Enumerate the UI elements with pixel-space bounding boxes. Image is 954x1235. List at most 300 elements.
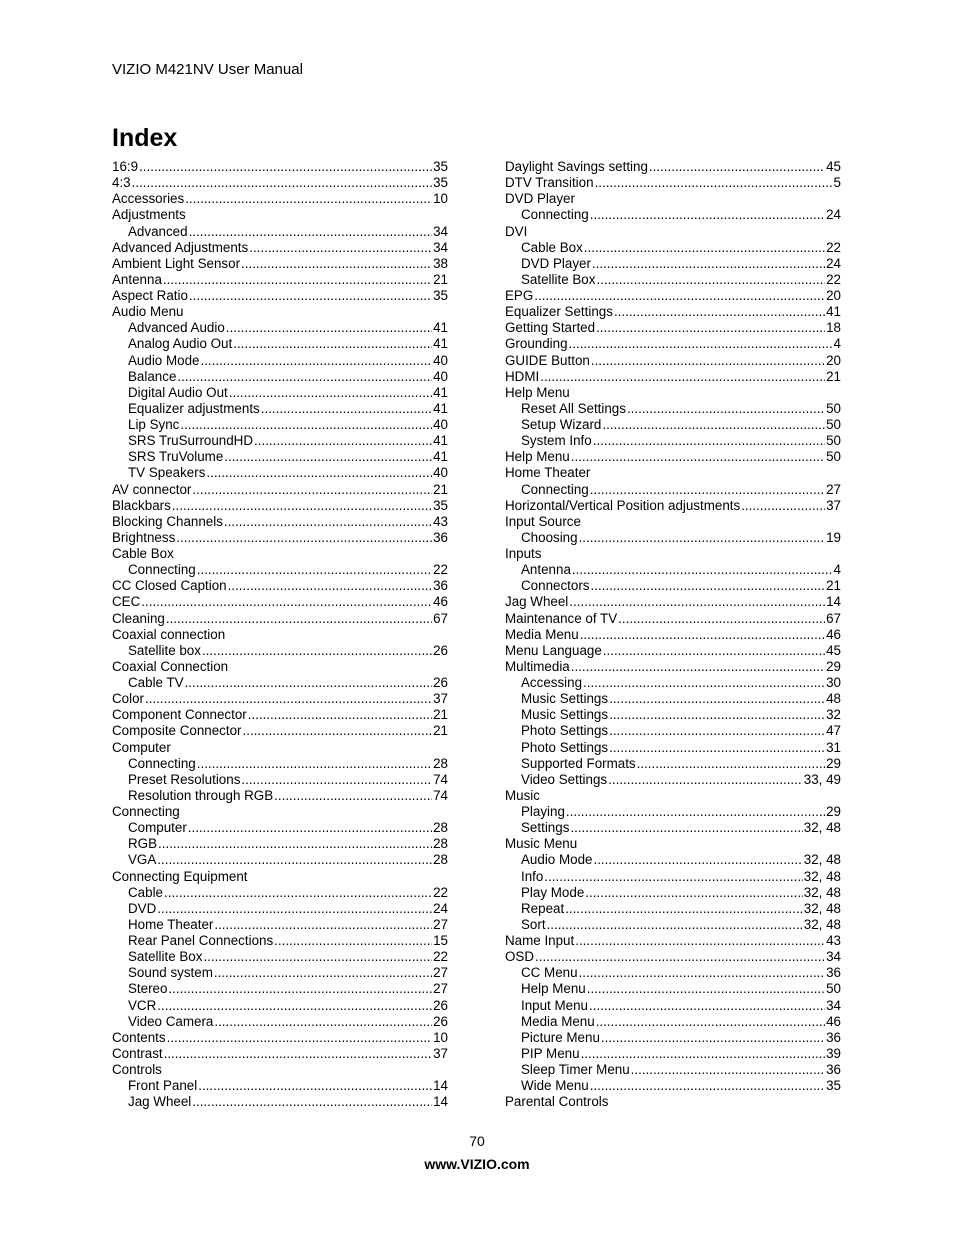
index-subentry bbox=[112, 965, 448, 981]
dot-leader bbox=[197, 756, 432, 772]
dot-leader bbox=[166, 611, 432, 627]
index-entry bbox=[505, 788, 841, 804]
index-page-ref: 50 bbox=[826, 433, 841, 449]
index-subentry bbox=[112, 885, 448, 901]
index-page-ref: 26 bbox=[433, 997, 448, 1013]
index-term: Coaxial Connection bbox=[112, 658, 229, 674]
index-subentry bbox=[112, 224, 448, 240]
index-subentry bbox=[505, 901, 841, 917]
index-term: Parental Controls bbox=[505, 1094, 609, 1110]
index-entry bbox=[505, 191, 841, 207]
dot-leader bbox=[566, 804, 825, 820]
dot-leader bbox=[241, 772, 432, 788]
index-subentry bbox=[505, 965, 841, 981]
dot-leader bbox=[167, 1030, 432, 1046]
index-entry bbox=[505, 385, 841, 401]
index-term: Help Menu bbox=[521, 981, 586, 997]
dot-leader bbox=[197, 562, 432, 578]
index-term: Stereo bbox=[128, 981, 168, 997]
index-term: Rear Panel Connections bbox=[128, 933, 274, 948]
index-entry bbox=[505, 175, 841, 191]
index-term: Cable Box bbox=[112, 546, 174, 561]
index-entry bbox=[112, 723, 448, 739]
dot-leader bbox=[157, 852, 432, 868]
index-page-ref: 43 bbox=[826, 933, 841, 948]
index-subentry bbox=[505, 869, 841, 885]
dot-leader bbox=[741, 498, 825, 514]
page-title: Index bbox=[112, 124, 178, 152]
index-subentry bbox=[112, 852, 448, 868]
index-page-ref: 41 bbox=[433, 320, 448, 336]
dot-leader bbox=[572, 562, 833, 578]
index-entry bbox=[505, 224, 841, 240]
index-term: Connecting bbox=[128, 755, 196, 771]
dot-leader bbox=[544, 869, 802, 885]
index-page-ref: 21 bbox=[433, 271, 448, 287]
index-subentry bbox=[112, 949, 448, 965]
index-page-ref: 21 bbox=[433, 723, 448, 739]
index-page-ref: 27 bbox=[433, 916, 448, 932]
dot-leader bbox=[243, 723, 433, 739]
index-term: VCR bbox=[128, 997, 157, 1013]
index-term: Connectors bbox=[521, 578, 590, 594]
index-subentry bbox=[112, 449, 448, 465]
index-term: EPG bbox=[505, 288, 534, 303]
index-term: Inputs bbox=[505, 546, 542, 561]
index-entry bbox=[505, 1094, 841, 1110]
index-term: PIP Menu bbox=[521, 1045, 580, 1061]
index-entry bbox=[505, 949, 841, 965]
index-term: Video Camera bbox=[128, 1013, 214, 1029]
index-term: VGA bbox=[128, 852, 157, 868]
index-entry bbox=[505, 353, 841, 369]
index-page-ref: 32, 48 bbox=[803, 868, 841, 884]
index-term: RGB bbox=[128, 836, 158, 852]
dot-leader bbox=[228, 578, 432, 594]
index-subentry bbox=[505, 401, 841, 417]
index-entry bbox=[505, 288, 841, 304]
index-term: Info bbox=[521, 868, 544, 884]
index-subentry bbox=[112, 1078, 448, 1094]
index-term: Adjustments bbox=[112, 207, 186, 223]
index-page-ref: 22 bbox=[433, 949, 448, 965]
dot-leader bbox=[569, 336, 833, 352]
page-number: 70 bbox=[469, 1133, 485, 1149]
index-page-ref: 46 bbox=[826, 1013, 841, 1029]
index-subentry bbox=[505, 691, 841, 707]
dot-leader bbox=[608, 772, 803, 788]
dot-leader bbox=[579, 965, 826, 981]
dot-leader bbox=[601, 1030, 825, 1046]
index-page-ref: 32, 48 bbox=[803, 820, 841, 836]
index-term: CC Menu bbox=[521, 965, 578, 981]
index-page-ref: 46 bbox=[826, 626, 841, 642]
index-subentry bbox=[505, 820, 841, 836]
index-subentry bbox=[505, 530, 841, 546]
dot-leader bbox=[540, 369, 825, 385]
index-term: Help Menu bbox=[505, 384, 570, 400]
index-entry bbox=[112, 594, 448, 610]
index-page-ref: 50 bbox=[826, 449, 841, 465]
index-subentry bbox=[505, 1014, 841, 1030]
index-term: Setup Wizard bbox=[521, 417, 602, 432]
index-entry bbox=[112, 707, 448, 723]
index-term: Daylight Savings setting bbox=[505, 159, 648, 174]
index-entry bbox=[112, 1030, 448, 1046]
dot-leader bbox=[596, 272, 825, 288]
index-term: Multimedia bbox=[505, 658, 570, 674]
index-page-ref: 36 bbox=[826, 1029, 841, 1045]
dot-leader bbox=[274, 933, 432, 949]
index-page-ref: 4 bbox=[833, 562, 841, 578]
dot-leader bbox=[609, 740, 825, 756]
index-term: Equalizer Settings bbox=[505, 304, 613, 320]
index-page-ref: 31 bbox=[826, 739, 841, 755]
index-entry bbox=[112, 159, 448, 175]
index-term: Connecting bbox=[128, 562, 196, 578]
index-entry bbox=[112, 530, 448, 546]
dot-leader bbox=[592, 256, 825, 272]
index-term: Computer bbox=[112, 739, 171, 755]
index-entry bbox=[505, 159, 841, 175]
index-term: System Info bbox=[521, 433, 592, 449]
index-subentry bbox=[112, 385, 448, 401]
index-subentry bbox=[112, 933, 448, 949]
index-term: Blocking Channels bbox=[112, 513, 223, 529]
dot-leader bbox=[206, 465, 432, 481]
index-page-ref: 67 bbox=[433, 610, 448, 626]
index-entry bbox=[505, 514, 841, 530]
index-entry bbox=[112, 546, 448, 562]
index-entry bbox=[112, 288, 448, 304]
index-page-ref: 40 bbox=[433, 417, 448, 432]
index-entry bbox=[112, 482, 448, 498]
index-page-ref: 35 bbox=[826, 1078, 841, 1094]
dot-leader bbox=[241, 256, 432, 272]
dot-leader bbox=[590, 207, 825, 223]
dot-leader bbox=[185, 675, 433, 691]
index-term: HDMI bbox=[505, 368, 540, 384]
index-page-ref: 32 bbox=[826, 707, 841, 723]
index-term: TV Speakers bbox=[128, 465, 206, 481]
dot-leader bbox=[609, 707, 825, 723]
index-column-right bbox=[505, 159, 841, 1110]
index-page-ref: 35 bbox=[433, 175, 448, 191]
index-term: Satellite box bbox=[128, 642, 201, 658]
dot-leader bbox=[614, 304, 825, 320]
dot-leader bbox=[571, 449, 825, 465]
index-subentry bbox=[505, 998, 841, 1014]
dot-leader bbox=[189, 224, 433, 240]
dot-leader bbox=[202, 643, 432, 659]
index-term: Brightness bbox=[112, 529, 176, 545]
index-page-ref: 21 bbox=[826, 578, 841, 594]
index-term: Composite Connector bbox=[112, 723, 242, 739]
index-term: Menu Language bbox=[505, 642, 602, 658]
index-term: Advanced Audio bbox=[128, 320, 225, 336]
index-page-ref: 40 bbox=[433, 465, 448, 481]
index-page-ref: 50 bbox=[826, 981, 841, 997]
index-term: Supported Formats bbox=[521, 755, 636, 771]
index-page-ref: 26 bbox=[433, 1013, 448, 1029]
index-page-ref: 74 bbox=[433, 787, 448, 803]
index-page-ref: 24 bbox=[826, 255, 841, 271]
index-page-ref: 29 bbox=[826, 658, 841, 674]
index-term: GUIDE Button bbox=[505, 352, 590, 368]
index-page-ref: 28 bbox=[433, 755, 448, 771]
index-page-ref: 4 bbox=[833, 336, 841, 352]
index-entry bbox=[505, 627, 841, 643]
dot-leader bbox=[579, 530, 826, 546]
index-term: DVD bbox=[128, 900, 157, 916]
dot-leader bbox=[570, 820, 802, 836]
index-term: Color bbox=[112, 691, 144, 707]
index-page-ref: 21 bbox=[433, 707, 448, 723]
index-term: DVD Player bbox=[505, 191, 575, 207]
index-subentry bbox=[505, 981, 841, 997]
index-term: Aspect Ratio bbox=[112, 288, 188, 303]
index-page-ref: 27 bbox=[433, 981, 448, 997]
index-entry bbox=[505, 659, 841, 675]
index-page-ref: 22 bbox=[826, 271, 841, 287]
index-page-ref: 45 bbox=[826, 642, 841, 658]
dot-leader bbox=[192, 482, 432, 498]
dot-leader bbox=[534, 288, 825, 304]
dot-leader bbox=[637, 756, 825, 772]
index-page-ref: 36 bbox=[433, 578, 448, 594]
index-term: Choosing bbox=[521, 529, 578, 545]
dot-leader bbox=[609, 723, 825, 739]
dot-leader bbox=[203, 949, 432, 965]
dot-leader bbox=[585, 885, 803, 901]
index-page-ref: 41 bbox=[433, 449, 448, 465]
index-term: Photo Settings bbox=[521, 723, 609, 739]
index-subentry bbox=[112, 353, 448, 369]
index-page-ref: 26 bbox=[433, 675, 448, 690]
index-subentry bbox=[112, 917, 448, 933]
index-page-ref: 29 bbox=[826, 755, 841, 771]
index-page-ref: 50 bbox=[826, 400, 841, 416]
index-page-ref: 14 bbox=[826, 594, 841, 610]
dot-leader bbox=[590, 482, 825, 498]
index-subentry bbox=[505, 256, 841, 272]
index-term: Video Settings bbox=[521, 771, 608, 787]
dot-leader bbox=[189, 288, 432, 304]
dot-leader bbox=[261, 401, 432, 417]
index-subentry bbox=[112, 901, 448, 917]
index-term: Horizontal/Vertical Position adjustments bbox=[505, 497, 741, 513]
index-term: Cable bbox=[128, 884, 163, 900]
index-entry bbox=[505, 465, 841, 481]
index-page-ref: 33, 49 bbox=[803, 771, 841, 787]
index-page-ref: 30 bbox=[826, 675, 841, 690]
index-subentry bbox=[112, 465, 448, 481]
index-term: Audio Mode bbox=[521, 852, 593, 868]
dot-leader bbox=[176, 530, 432, 546]
dot-leader bbox=[157, 901, 432, 917]
index-term: Connecting bbox=[521, 481, 589, 497]
dot-leader bbox=[198, 1078, 432, 1094]
index-page-ref: 45 bbox=[826, 159, 841, 174]
dot-leader bbox=[569, 594, 825, 610]
index-page-ref: 43 bbox=[433, 513, 448, 529]
index-page-ref: 34 bbox=[433, 239, 448, 255]
index-page-ref: 41 bbox=[433, 384, 448, 400]
dot-leader bbox=[603, 643, 825, 659]
index-term: Analog Audio Out bbox=[128, 336, 233, 352]
dot-leader bbox=[164, 885, 432, 901]
index-term: Sort bbox=[521, 916, 546, 932]
dot-leader bbox=[254, 433, 432, 449]
index-entry bbox=[505, 498, 841, 514]
index-page-ref: 10 bbox=[433, 191, 448, 207]
index-subentry bbox=[505, 772, 841, 788]
dot-leader bbox=[593, 852, 802, 868]
index-term: Preset Resolutions bbox=[128, 771, 241, 787]
index-subentry bbox=[112, 417, 448, 433]
index-page-ref: 46 bbox=[433, 594, 448, 610]
index-page-ref: 32, 48 bbox=[803, 852, 841, 868]
index-subentry bbox=[112, 788, 448, 804]
index-term: Connecting bbox=[521, 207, 589, 223]
index-term: Front Panel bbox=[128, 1078, 198, 1094]
index-subentry bbox=[505, 417, 841, 433]
index-entry bbox=[112, 1046, 448, 1062]
dot-leader bbox=[596, 320, 825, 336]
index-term: CC Closed Caption bbox=[112, 578, 227, 594]
index-term: Resolution through RGB bbox=[128, 787, 274, 803]
index-subentry bbox=[505, 1062, 841, 1078]
index-subentry bbox=[505, 917, 841, 933]
dot-leader bbox=[618, 611, 825, 627]
index-subentry bbox=[505, 272, 841, 288]
index-entry bbox=[112, 659, 448, 675]
index-page-ref: 32, 48 bbox=[803, 900, 841, 916]
index-entry bbox=[112, 191, 448, 207]
dot-leader bbox=[589, 998, 825, 1014]
index-term: Satellite Box bbox=[521, 271, 596, 287]
dot-leader bbox=[575, 933, 825, 949]
index-term: Advanced bbox=[128, 223, 188, 239]
index-term: Connecting Equipment bbox=[112, 868, 248, 884]
index-term: Controls bbox=[112, 1062, 162, 1077]
index-page-ref: 39 bbox=[826, 1045, 841, 1061]
index-subentry bbox=[112, 772, 448, 788]
dot-leader bbox=[214, 917, 432, 933]
index-term: Playing bbox=[521, 804, 565, 819]
dot-leader bbox=[157, 998, 432, 1014]
index-subentry bbox=[505, 562, 841, 578]
index-term: Repeat bbox=[521, 900, 565, 916]
index-term: Settings bbox=[521, 820, 570, 836]
index-page-ref: 34 bbox=[433, 223, 448, 239]
dot-leader bbox=[132, 175, 432, 191]
index-term: SRS TruSurroundHD bbox=[128, 433, 254, 449]
index-page-ref: 28 bbox=[433, 836, 448, 852]
index-page-ref: 36 bbox=[826, 1062, 841, 1077]
index-entry bbox=[112, 240, 448, 256]
index-page-ref: 22 bbox=[433, 562, 448, 578]
index-page-ref: 24 bbox=[826, 207, 841, 223]
index-term: DTV Transition bbox=[505, 175, 594, 191]
index-term: Ambient Light Sensor bbox=[112, 255, 241, 271]
dot-leader bbox=[177, 369, 432, 385]
index-subentry bbox=[505, 578, 841, 594]
index-page-ref: 48 bbox=[826, 691, 841, 707]
dot-leader bbox=[163, 272, 432, 288]
index-subentry bbox=[505, 1046, 841, 1062]
index-subentry bbox=[112, 643, 448, 659]
dot-leader bbox=[214, 1014, 432, 1030]
index-entry bbox=[505, 643, 841, 659]
index-page-ref: 14 bbox=[433, 1094, 448, 1110]
index-term: Satellite Box bbox=[128, 949, 203, 965]
index-subentry bbox=[112, 836, 448, 852]
index-subentry bbox=[112, 675, 448, 691]
dot-leader bbox=[248, 707, 432, 723]
index-column-left bbox=[112, 159, 448, 1110]
index-term: Digital Audio Out bbox=[128, 384, 228, 400]
index-page-ref: 74 bbox=[433, 771, 448, 787]
dot-leader bbox=[631, 1062, 825, 1078]
index-page-ref: 37 bbox=[433, 691, 448, 707]
index-subentry bbox=[505, 482, 841, 498]
index-page-ref: 34 bbox=[826, 997, 841, 1013]
index-page-ref: 40 bbox=[433, 352, 448, 368]
dot-leader bbox=[596, 1014, 825, 1030]
dot-leader bbox=[233, 336, 432, 352]
index-page-ref: 50 bbox=[826, 417, 841, 432]
index-term: Coaxial connection bbox=[112, 626, 226, 642]
index-subentry bbox=[505, 723, 841, 739]
dot-leader bbox=[139, 159, 432, 175]
dot-leader bbox=[587, 981, 825, 997]
index-subentry bbox=[505, 1078, 841, 1094]
index-term: Equalizer adjustments bbox=[128, 400, 260, 416]
index-subentry bbox=[505, 207, 841, 223]
index-term: Music Menu bbox=[505, 836, 578, 852]
index-subentry bbox=[505, 852, 841, 868]
index-term: Jag Wheel bbox=[505, 594, 569, 610]
index-term: Antenna bbox=[112, 271, 162, 287]
index-page-ref: 41 bbox=[433, 433, 448, 449]
index-subentry bbox=[505, 675, 841, 691]
index-term: Media Menu bbox=[521, 1013, 595, 1029]
dot-leader bbox=[172, 498, 432, 514]
index-term: Lip Sync bbox=[128, 417, 180, 432]
index-page-ref: 27 bbox=[433, 965, 448, 981]
index-page-ref: 41 bbox=[433, 336, 448, 352]
dot-leader bbox=[590, 578, 825, 594]
dot-leader bbox=[535, 949, 825, 965]
index-entry bbox=[112, 740, 448, 756]
index-term: Jag Wheel bbox=[128, 1094, 192, 1110]
index-page-ref: 22 bbox=[826, 239, 841, 255]
index-page-ref: 21 bbox=[433, 481, 448, 497]
dot-leader bbox=[158, 836, 432, 852]
index-entry bbox=[112, 611, 448, 627]
index-entry bbox=[112, 175, 448, 191]
index-term: Wide Menu bbox=[521, 1078, 589, 1094]
index-term: 4:3 bbox=[112, 175, 131, 191]
index-subentry bbox=[112, 756, 448, 772]
index-subentry bbox=[112, 401, 448, 417]
index-term: 16:9 bbox=[112, 159, 139, 174]
index-term: SRS TruVolume bbox=[128, 449, 224, 465]
index-subentry bbox=[505, 756, 841, 772]
index-page-ref: 35 bbox=[433, 159, 448, 174]
dot-leader bbox=[200, 353, 432, 369]
